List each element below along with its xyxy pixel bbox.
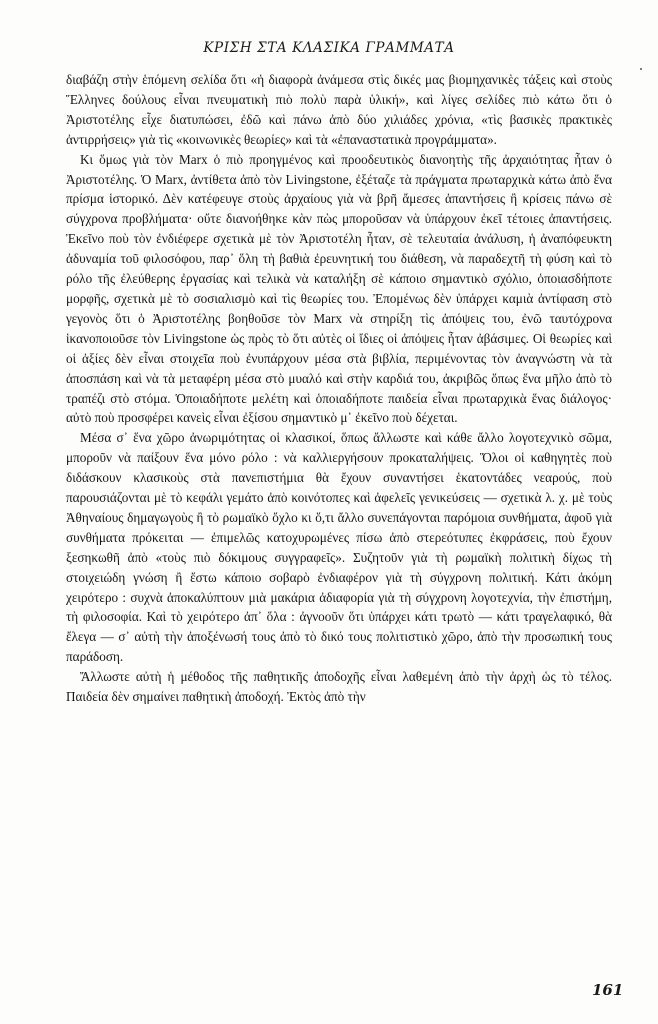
- page-number: 161: [592, 981, 624, 999]
- paragraph-immaturity: Μέσα σ᾿ ἕνα χῶρο ἀνωριμότητας οἱ κλασικοί, ὅπως ἄλλωστε καὶ κάθε ἄλλο λογοτεχνικὸ σῶμα, μποροῦν νὰ παίξουν ἕνα μόνο ρόλο : νὰ καλλιεργήσουν προκαταλήψεις. Ὅλοι οἱ καθηγητὲς ποὺ διδάσκουν κλασικοὺς στὰ πανεπιστήμια θὰ ἔχουν συναντήσει ἑκατοντάδες νεαρούς, ποὺ παρουσιάζονται μὲ τὸ κεφάλι γεμάτο ἀπὸ κοινότοπες καὶ ἀφελεῖς γενικεύσεις — σχετικὰ λ. χ. μὲ τοὺς Ἀθηναίους δημαγωγοὺς ἢ τὸ ρωμαϊκὸ ὄχλο κι ὅ,τι ἄλλο συνεπάγονται παρόμοια συνθήματα, ἀφοῦ γιὰ συνθήματα πρόκειται — ἐπιμελῶς κατοχυρωμένες πίσω ἀπὸ στερεότυπες ἐκφράσεις, ποὺ ἔχουν ξεσηκωθῆ ἀπὸ «τοὺς πιὸ δόκιμους συγγραφεῖς». Συζητοῦν γιὰ τὴ ρωμαϊκὴ πολιτικὴ δίχως τὴ στοιχειώδη γνώση ἢ ἔστω κάποιο σοβαρὸ ἐνδιαφέρον γιὰ τὴ σύγχρονη πολιτική. Κάτι ἀκόμη χειρότερο : συχνὰ ἀποκαλύπτουν μιὰ μακάρια ἀδιαφορία γιὰ τὴ σύγχρονη λογοτεχνία, τὴν ἐπιστήμη, τὴ φιλοσοφία. Καὶ τὸ χειρότερο ἀπ᾿ ὅλα : ἀγνοοῦν ὅτι ὑπάρχει κάτι τρωτὸ — κάτι τραγελαφικό, θὰ ἔλεγα — σ᾿ αὐτὴ τὴν ἀποξένωσή τους ἀπὸ τὸ δικό τους πολιτιστικὸ χῶρο, ἀπὸ τὴν προσωπική τους παράδοση.: [66, 430, 612, 665]
- page-speck: [640, 68, 642, 70]
- paragraph-continuation: διαβάζη στὴν ἑπόμενη σελίδα ὅτι «ἡ διαφορὰ ἀνάμεσα στὶς δικές μας βιομηχανικὲς τάξεις καὶ στοὺς Ἕλληνες δούλους εἶναι πνευματικὴ πιὸ πολὺ παρὰ ὑλική», καὶ λίγες σελίδες πιὸ κάτω ὅτι ὁ Ἀριστοτέλης εἶχε διατυπώσει, ἐδῶ καὶ πάνω ἀπὸ δύο χιλιάδες χρόνια, «τὶς βασικὲς πρακτικὲς ἀντιρρήσεις» γιὰ τὶς «κοινωνικὲς θεωρίες» καὶ τὰ «ἐπαναστατικὰ προγράμματα».: [66, 72, 612, 147]
- running-title: ΚΡΙΣΗ ΣΤΑ ΚΛΑΣΙΚΑ ΓΡΑΜΜΑΤΑ: [203, 40, 455, 56]
- body-text: [66, 70, 612, 707]
- paragraph-passive-acceptance: Ἄλλωστε αὐτὴ ἡ μέθοδος τῆς παθητικῆς ἀποδοχῆς εἶναι λαθεμένη ἀπὸ τὴν ἀρχὴ ὡς τὸ τέλος. Παιδεία δὲν σημαίνει παθητικὴ ἀποδοχή. Ἐκτὸς ἀπὸ τὴν: [66, 669, 612, 705]
- paragraph-marx-aristotle: Κι ὅμως γιὰ τὸν Marx ὁ πιὸ προηγμένος καὶ προοδευτικὸς διανοητὴς τῆς ἀρχαιότητας ἦταν ὁ Ἀριστοτέλης. Ὁ Marx, ἀντίθετα ἀπὸ τὸν Livingstone, ἐξέταζε τὰ πράγματα πρωταρχικὰ κάτω ἀπὸ ἕνα πρίσμα ἱστορικό. Δὲν κατέφευγε στοὺς ἀρχαίους γιὰ νὰ βρῆ ἄμεσες ἀπαντήσεις ἢ κρίσεις πάνω σὲ σύγχρονα προβλήματα· οὔτε διανοήθηκε κὰν πὼς μποροῦσαν νὰ ὑπάρχουν ἐκεῖ τέτοιες ἀπαντήσεις. Ἐκεῖνο ποὺ τὸν ἐνδιέφερε σχετικὰ μὲ τὸν Ἀριστοτέλη ἦταν, σὲ τελευταία ἀνάλυση, ἡ ἀναπόφευκτη ἀδυναμία τοῦ φιλοσόφου, παρ᾿ ὅλη τὴ βαθιὰ ἐρευνητική του διάθεση, νὰ παραδεχτῆ τὴ φύση καὶ τὸ ρόλο τῆς ἐλεύθερης ἐργασίας καὶ τελικὰ νὰ καταλήξη σὲ κάποιο σημαντικὸ σχόλιο, ὁποιασδήποτε μορφῆς, σχετικὰ μὲ τὸ σοσιαλισμὸ καὶ τὶς θεωρίες του. Ἐπομένως δὲν ὑπάρχει καμιὰ ἀντίφαση στὸ γεγονὸς ὅτι ὁ Ἀριστοτέλης βοηθοῦσε τὸν Marx νὰ στηρίξη τὶς ἀπόψεις του, ἐνῶ ταυτόχρονα ἱκανοποιοῦσε τὸν Livingstone ὡς πρὸς τὸ ὅτι αὐτὲς οἱ ἴδιες οἱ ἀπόψεις ἦταν ἀβάσιμες. Οἱ θεωρίες καὶ οἱ ἀξίες δὲν εἶναι στοιχεῖα ποὺ ἐνυπάρχουν μέσα στὰ βιβλία, περιμένοντας τὸν ἀναγνώστη νὰ τὰ ἀποσπάση καὶ νὰ τὰ μεταφέρη μέσα στὸ μυαλό καὶ στὴν καρδιά του, ἀκριβῶς ὅπως ἕνα μῆλο ἀπὸ τὸ τραπέζι στὸ στόμα. Ὁποιαδήποτε μελέτη καὶ ὁποιαδήποτε παιδεία εἶναι πρωταρχικὰ ἕνας διάλογος· αὐτὸ ποὺ προσφέρει κανεὶς εἶναι ἐξίσου σημαντικὸ μ᾿ ἐκεῖνο ποὺ δέχεται.: [66, 151, 612, 426]
